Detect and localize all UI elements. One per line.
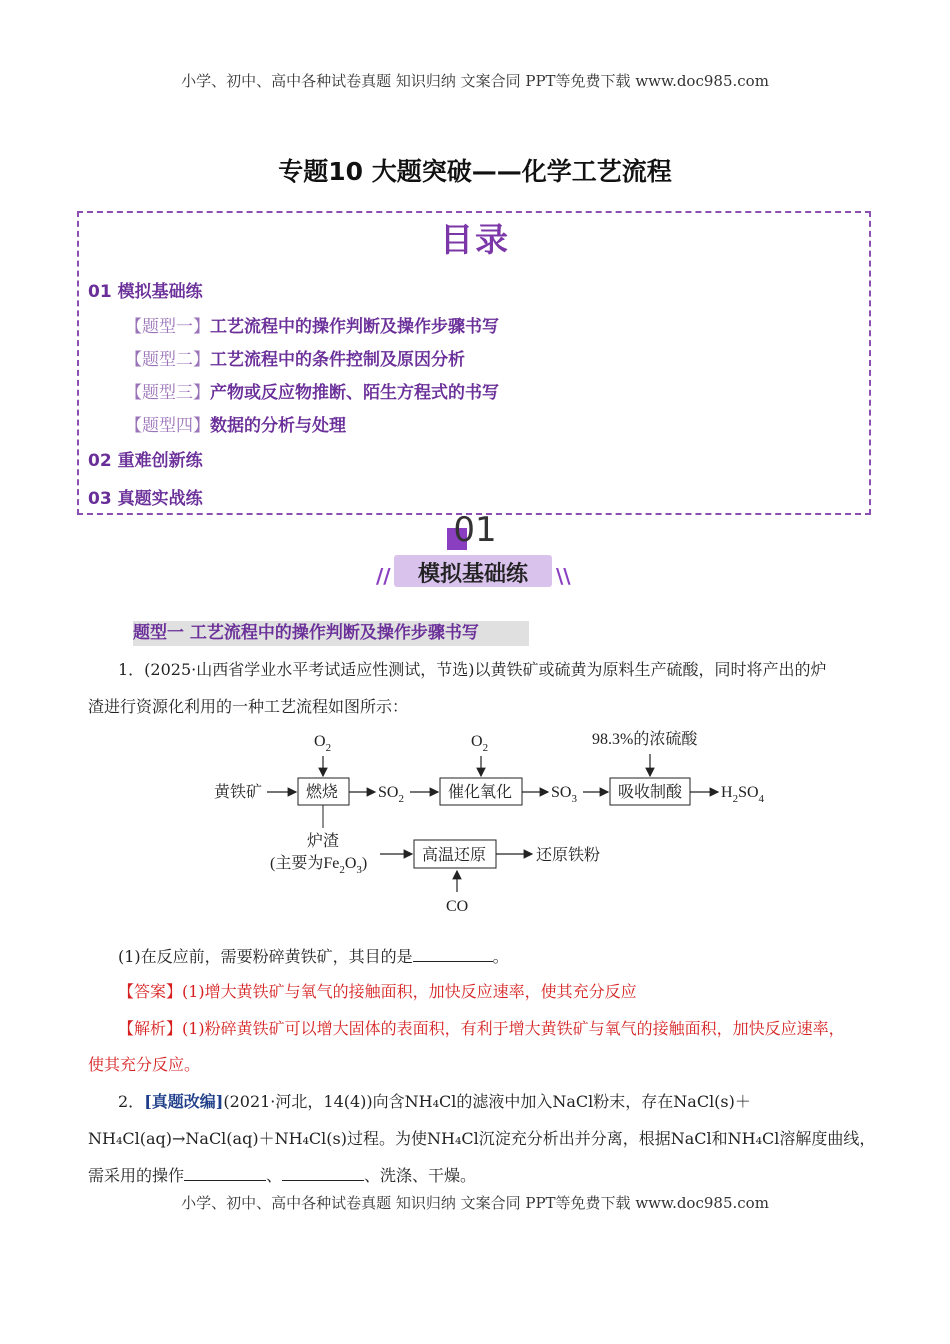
section-right-slashes: \\ bbox=[556, 564, 571, 588]
toc-section-03[interactable]: 03 真题实战练 bbox=[88, 489, 203, 509]
process-flow-diagram bbox=[200, 722, 800, 922]
toc-type-tag: 【题型三】 bbox=[125, 383, 210, 403]
section-label: 模拟基础练 bbox=[417, 562, 528, 587]
answer-blank-1[interactable] bbox=[184, 1166, 266, 1181]
iron-label: 还原铁粉 bbox=[536, 847, 601, 864]
product-label: $H_2SO_4$ bbox=[721, 784, 765, 805]
box-burn-label: 燃烧 bbox=[306, 784, 339, 801]
toc-type-tag: 【题型二】 bbox=[125, 350, 210, 370]
q1-sub1 bbox=[118, 944, 509, 967]
box-reduce-label: 高温还原 bbox=[422, 847, 487, 864]
o2-label-b: $O_2$ bbox=[471, 733, 489, 754]
q2-line2: NH₄Cl(aq)→NaCl(aq)＋NH₄Cl(s)过程。为使NH₄Cl沉淀充分析出并分离，根据NaCl和NH₄Cl溶解度曲线， bbox=[88, 1129, 876, 1148]
slag-label-2: (主要为$Fe_2O_3$) bbox=[270, 855, 368, 876]
box-catalytic-label: 催化氧化 bbox=[448, 784, 513, 801]
so2-label: $SO_2$ bbox=[378, 784, 404, 805]
q2-line1-text: (2021·河北，14(4))向含NH₄Cl的滤液中加入NaCl粉末，存在NaCl(s)＋ bbox=[223, 1092, 751, 1111]
co-label: CO bbox=[446, 898, 469, 915]
section-left-slashes: // bbox=[376, 564, 391, 588]
slag-label-1: 炉渣 bbox=[307, 833, 340, 850]
toc-type-tag: 【题型四】 bbox=[125, 416, 210, 436]
q2-number: 2． bbox=[118, 1092, 145, 1111]
toc-section-02[interactable]: 02 重难创新练 bbox=[88, 451, 203, 471]
page-header: 小学、初中、高中各种试卷真题 知识归纳 文案合同 PPT等免费下载 www.doc985.com bbox=[181, 72, 769, 90]
answer-blank[interactable] bbox=[413, 947, 493, 962]
box-absorb-label: 吸收制酸 bbox=[618, 784, 683, 801]
toc-heading: 目录 bbox=[440, 220, 510, 259]
q2-line3 bbox=[88, 1163, 476, 1186]
q2-line3-text: 需采用的操作 bbox=[88, 1166, 185, 1185]
q1-analysis-line1: 【解析】(1)粉碎黄铁矿可以增大固体的表面积，有利于增大黄铁矿与氧气的接触面积，加快反应速率， bbox=[118, 1019, 845, 1038]
section-number: 01 bbox=[453, 510, 497, 550]
q1-sub1-text: (1)在反应前，需要粉碎黄铁矿，其目的是 bbox=[118, 947, 413, 966]
q1-answer: 【答案】(1)增大黄铁矿与氧气的接触面积，加快反应速率，使其充分反应 bbox=[118, 982, 637, 1001]
answer-blank-2[interactable] bbox=[282, 1166, 364, 1181]
o2-label-a: $O_2$ bbox=[314, 733, 332, 754]
q1-line2: 渣进行资源化利用的一种工艺流程如图所示： bbox=[88, 697, 409, 716]
so3-label: $SO_3$ bbox=[551, 784, 577, 805]
toc-type-text: 数据的分析与处理 bbox=[210, 416, 346, 436]
page-footer: 小学、初中、高中各种试卷真题 知识归纳 文案合同 PPT等免费下载 www.doc985.com bbox=[181, 1194, 769, 1212]
toc-type-text: 工艺流程中的条件控制及原因分析 bbox=[210, 350, 465, 370]
q1-line1: 1．(2025·山西省学业水平考试适应性测试，节选)以黄铁矿或硫黄为原料生产硫酸，同时将产出的炉 bbox=[118, 660, 827, 679]
toc-type-text: 工艺流程中的操作判断及操作步骤书写 bbox=[210, 317, 499, 337]
type-heading: 题型一 工艺流程中的操作判断及操作步骤书写 bbox=[133, 621, 529, 646]
q2-sep: 、 bbox=[266, 1166, 283, 1185]
start-label: 黄铁矿 bbox=[214, 784, 263, 801]
q1-analysis-line2: 使其充分反应。 bbox=[88, 1055, 201, 1074]
toc-type-text: 产物或反应物推断、陌生方程式的书写 bbox=[210, 383, 499, 403]
q1-sub1-end: 。 bbox=[492, 947, 509, 966]
page-title: 专题10 大题突破——化学工艺流程 bbox=[278, 157, 672, 186]
toc-type-2[interactable] bbox=[125, 345, 465, 370]
toc-section-01[interactable]: 01 模拟基础练 bbox=[88, 282, 203, 302]
q2-tag: [真题改编] bbox=[144, 1092, 224, 1111]
toc-type-3[interactable] bbox=[125, 378, 499, 403]
toc-type-tag: 【题型一】 bbox=[125, 317, 210, 337]
q2-line3-end: 、洗涤、干燥。 bbox=[364, 1166, 477, 1185]
acid-label: 98.3%的浓硫酸 bbox=[592, 731, 698, 748]
q2-line1 bbox=[118, 1089, 751, 1112]
toc-type-1[interactable] bbox=[125, 312, 499, 337]
toc-type-4[interactable] bbox=[125, 411, 346, 436]
